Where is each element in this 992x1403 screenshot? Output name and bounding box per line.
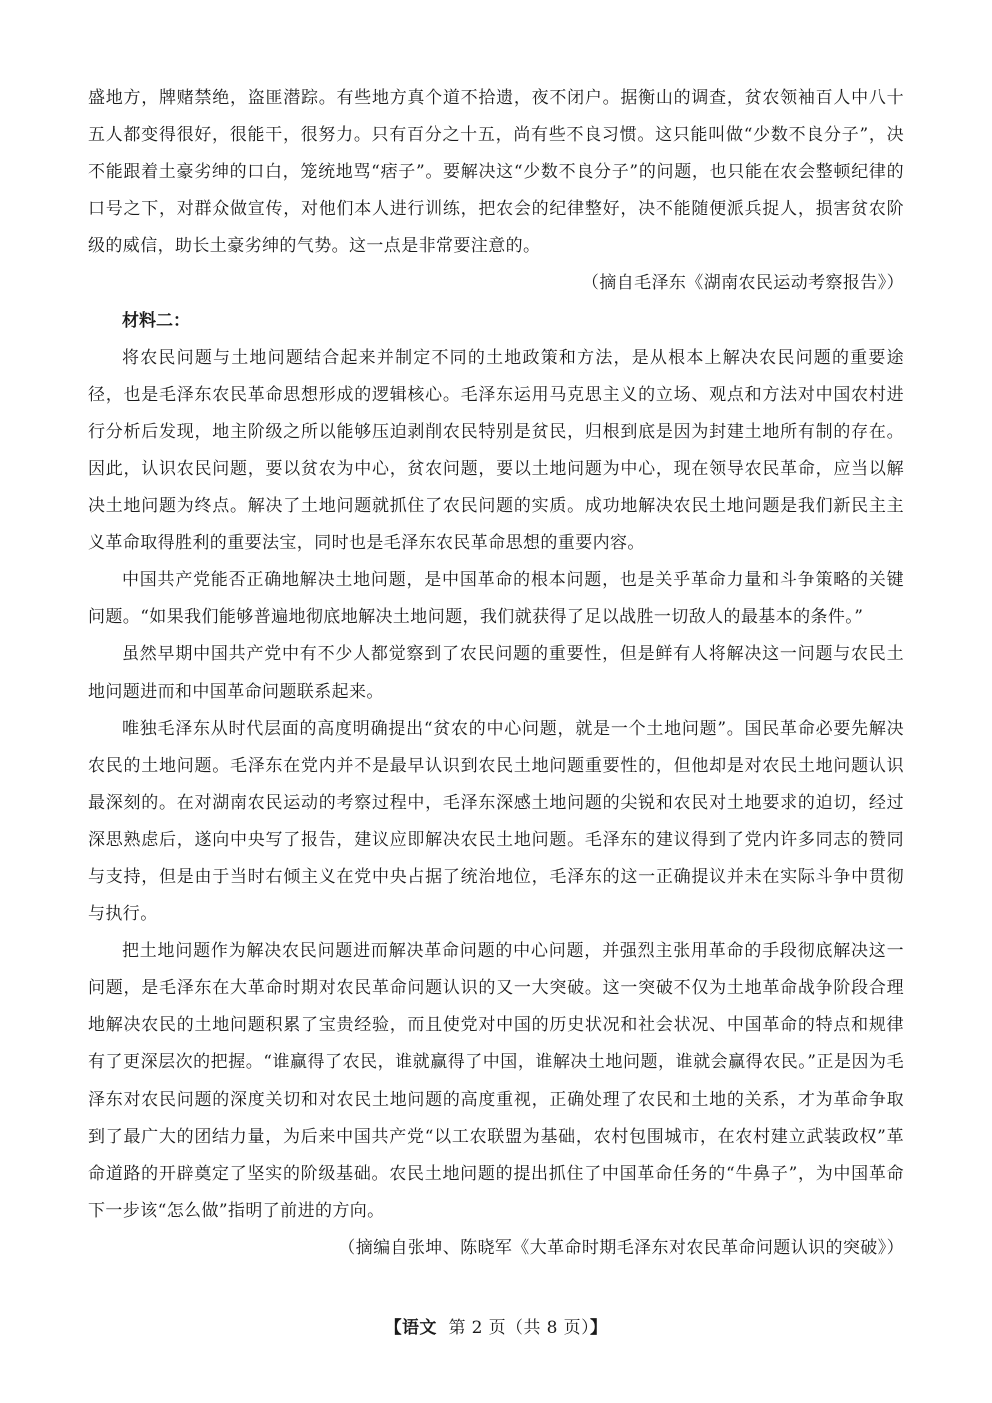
material2-paragraph-3: 虽然早期中国共产党中有不少人都觉察到了农民问题的重要性，但是鲜有人将解决这一问题与农民土地问题进而和中国革命问题联系起来。 — [88, 644, 904, 702]
footer-close-bracket: 】 — [589, 1318, 608, 1338]
material2-heading: 材料二： — [122, 310, 190, 331]
material1-tail-paragraph: 盛地方，牌赌禁绝，盗匪潜踪。有些地方真个道不拾遗，夜不闭户。据衡山的调查，贫农领袖百人中八十五人都变得很好，很能干，很努力。只有百分之十五，尚有些不良习惯。这只能叫做“少数不良分子”，决不能跟着土豪劣绅的口白，笼统地骂“痞子”。要解决这“少数不良分子”的问题，也只能在农会整顿纪律的口号之下，对群众做宣传，对他们本人进行训练，把农会的纪律整好，决不能随便派兵捉人，损害贫农阶级的威信，助长土豪劣绅的气势。这一点是非常要注意的。 — [88, 88, 904, 257]
material1-source: （摘自毛泽东《湖南农民运动考察报告》） — [581, 273, 904, 294]
footer-open-bracket: 【 — [384, 1318, 403, 1338]
material2-source: （摘编自张坤、陈晓军《大革命时期毛泽东对农民革命问题认识的突破》） — [338, 1237, 904, 1258]
page-footer — [0, 1313, 992, 1338]
footer-subject: 语文 — [402, 1318, 437, 1338]
document-body — [88, 80, 904, 1267]
material2-paragraph-5: 把土地问题作为解决农民问题进而解决革命问题的中心问题，并强烈主张用革命的手段彻底解决这一问题，是毛泽东在大革命时期对农民革命问题认识的又一大突破。这一突破不仅为土地革命战争阶段合理地解决农民的土地问题积累了宝贵经验，而且使党对中国的历史状况和社会状况、中国革命的特点和规律有了更深层次的把握。“谁赢得了农民，谁就赢得了中国，谁解决土地问题，谁就会赢得农民。”正是因为毛泽东对农民问题的深度关切和对农民土地问题的高度重视，正确处理了农民和土地的关系，才为革命争取到了最广大的团结力量，为后来中国共产党“以工农联盟为基础，农村包围城市，在农村建立武装政权”革命道路的开辟奠定了坚实的阶级基础。农民土地问题的提出抓住了中国革命任务的“牛鼻子”，为中国革命下一步该“怎么做”指明了前进的方向。 — [88, 941, 904, 1221]
footer-page-info: 第 2 页（共 8 页） — [448, 1318, 590, 1338]
material2-paragraph-4: 唯独毛泽东从时代层面的高度明确提出“贫农的中心问题，就是一个土地问题”。国民革命必要先解决农民的土地问题。毛泽东在党内并不是最早认识到农民土地问题重要性的，但他却是对农民土地问题认识最深刻的。在对湖南农民运动的考察过程中，毛泽东深感土地问题的尖锐和农民对土地要求的迫切，经过深思熟虑后，遂向中央写了报告，建议应即解决农民土地问题。毛泽东的建议得到了党内许多同志的赞同与支持，但是由于当时右倾主义在党中央占据了统治地位，毛泽东的这一正确提议并未在实际斗争中贯彻与执行。 — [88, 718, 904, 925]
material2-paragraph-2: 中国共产党能否正确地解决土地问题，是中国革命的根本问题，也是关乎革命力量和斗争策略的关键问题。“如果我们能够普遍地彻底地解决土地问题，我们就获得了足以战胜一切敌人的最基本的条件。” — [88, 570, 904, 628]
material2-paragraph-1: 将农民问题与土地问题结合起来并制定不同的土地政策和方法，是从根本上解决农民问题的重要途径，也是毛泽东农民革命思想形成的逻辑核心。毛泽东运用马克思主义的立场、观点和方法对中国农村进行分析后发现，地主阶级之所以能够压迫剥削农民特别是贫民，归根到底是因为封建土地所有制的存在。因此，认识农民问题，要以贫农为中心，贫农问题，要以土地问题为中心，现在领导农民革命，应当以解决土地问题为终点。解决了土地问题就抓住了农民问题的实质。成功地解决农民土地问题是我们新民主主义革命取得胜利的重要法宝，同时也是毛泽东农民革命思想的重要内容。 — [88, 347, 904, 554]
